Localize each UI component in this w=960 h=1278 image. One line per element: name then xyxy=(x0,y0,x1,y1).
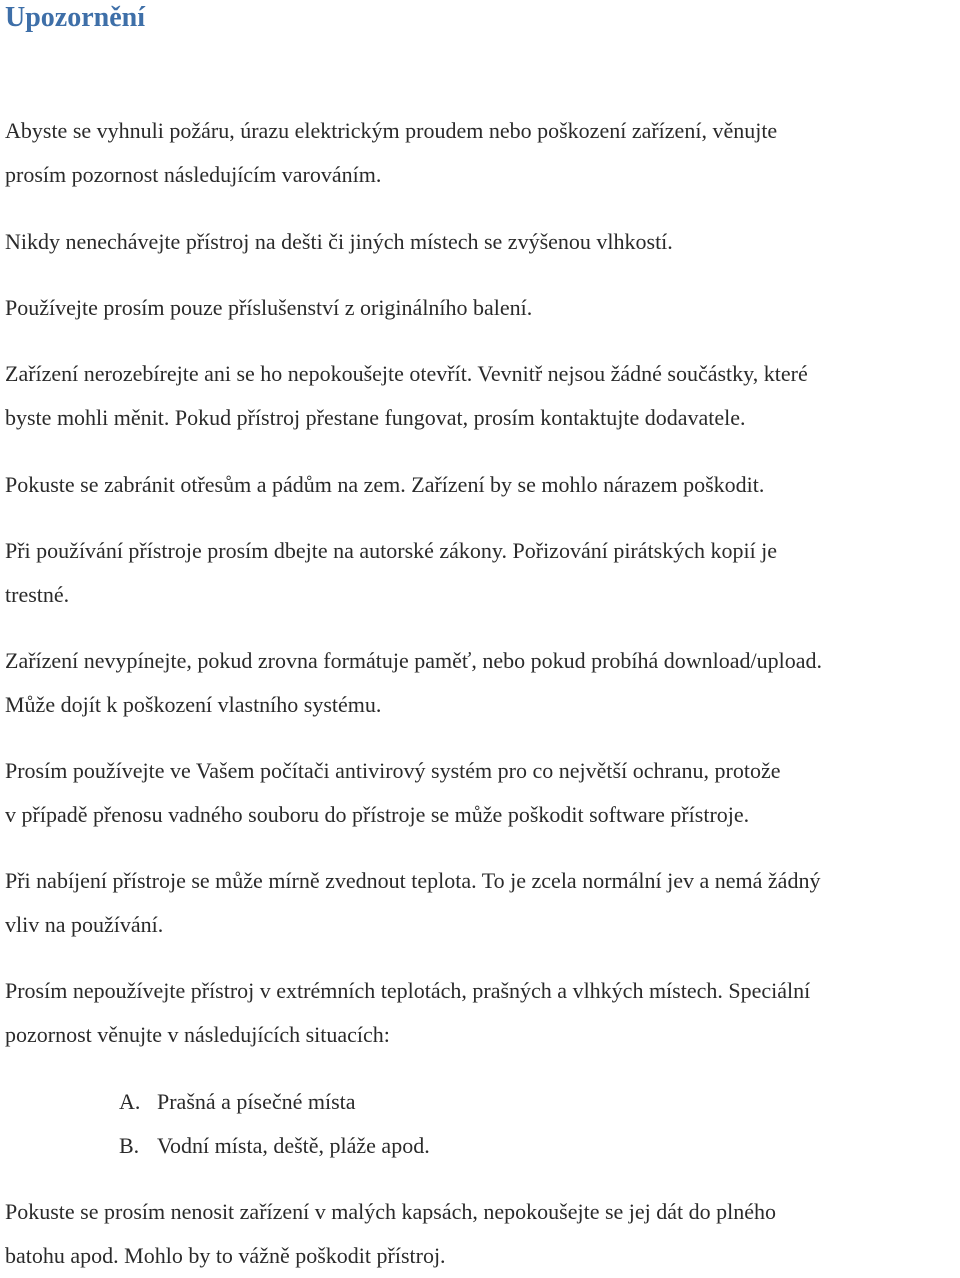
paragraph-7 xyxy=(5,639,960,727)
paragraph-line: Při nabíjení přístroje se může mírně zvednout teplota. To je zcela normální jev a nemá žádný xyxy=(5,868,821,893)
paragraph-3 xyxy=(5,286,960,330)
paragraph-line: Prosím používejte ve Vašem počítači antivirový systém pro co největší ochranu, protože xyxy=(5,758,781,783)
paragraph-10 xyxy=(5,969,960,1057)
list-marker: B. xyxy=(119,1133,140,1158)
page-title: Upozornění xyxy=(5,2,145,33)
paragraph-9 xyxy=(5,859,960,947)
paragraph-line: Abyste se vyhnuli požáru, úrazu elektrickým proudem nebo poškození zařízení, věnujte xyxy=(5,118,778,143)
paragraph-line: byste mohli měnit. Pokud přístroj přestane fungovat, prosím kontaktujte dodavatele. xyxy=(5,405,746,430)
list-item-text: Prašná a písečné místa xyxy=(157,1089,356,1114)
paragraph-line: vliv na používání. xyxy=(5,912,164,937)
paragraph-line: Zařízení nevypínejte, pokud zrovna formátuje paměť, nebo pokud probíhá download/upload. xyxy=(5,648,823,673)
paragraph-line: Prosím nepoužívejte přístroj v extrémních teplotách, prašných a vlhkých místech. Speciální xyxy=(5,978,811,1003)
paragraph-line: pozornost věnujte v následujících situacích: xyxy=(5,1022,390,1047)
list-marker: A. xyxy=(119,1089,141,1114)
paragraph-line: Pokuste se prosím nenosit zařízení v malých kapsách, nepokoušejte se jej dát do plného xyxy=(5,1199,777,1224)
paragraph-line: batohu apod. Mohlo by to vážně poškodit přístroj. xyxy=(5,1243,446,1268)
paragraph-line: Zařízení nerozebírejte ani se ho nepokoušejte otevřít. Vevnitř nejsou žádné součástky, které xyxy=(5,361,808,386)
paragraph-line: Při používání přístroje prosím dbejte na autorské zákony. Pořizování pirátských kopií je xyxy=(5,538,778,563)
paragraph-line: trestné. xyxy=(5,582,70,607)
paragraph-line: v případě přenosu vadného souboru do přístroje se může poškodit software přístroje. xyxy=(5,802,750,827)
closing-paragraph xyxy=(5,1190,960,1278)
paragraph-line: prosím pozornost následujícím varováním. xyxy=(5,162,382,187)
paragraph-line: Může dojít k poškození vlastního systému. xyxy=(5,692,382,717)
paragraph-6 xyxy=(5,529,960,617)
paragraph-1 xyxy=(5,109,960,197)
paragraph-5 xyxy=(5,463,960,507)
list-item-text: Vodní místa, deště, pláže apod. xyxy=(157,1133,430,1158)
paragraph-8 xyxy=(5,749,960,837)
paragraph-4 xyxy=(5,352,960,440)
paragraph-line: Nikdy nenechávejte přístroj na dešti či jiných místech se zvýšenou vlhkostí. xyxy=(5,229,673,254)
paragraph-line: Pokuste se zabránit otřesům a pádům na zem. Zařízení by se mohlo nárazem poškodit. xyxy=(5,472,765,497)
paragraph-2 xyxy=(5,220,960,264)
paragraph-line: Používejte prosím pouze příslušenství z originálního balení. xyxy=(5,295,533,320)
list-item xyxy=(119,1080,356,1124)
list-item xyxy=(119,1124,430,1168)
